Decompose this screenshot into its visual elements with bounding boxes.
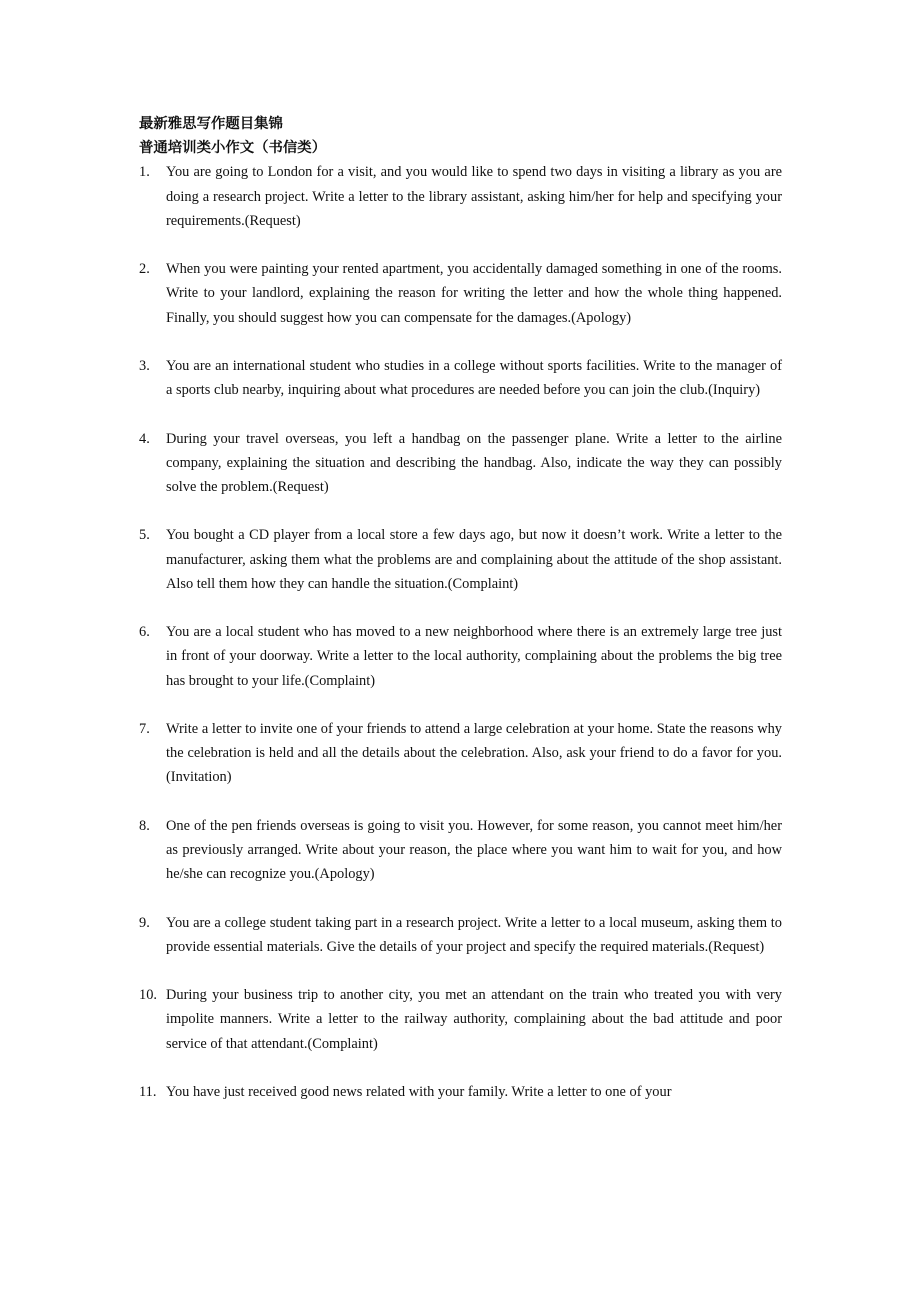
topic-list xyxy=(139,160,782,1104)
topic-item-11 xyxy=(139,1080,782,1104)
topic-item-7 xyxy=(139,717,782,790)
topic-text: You bought a CD player from a local store a few days ago, but now it doesn’t work. Write a letter to the manufacturer, asking them what the problems are and complaining about the attitude of the shop assistant. Also tell them how they can handle the situation.(Complaint) xyxy=(166,527,782,592)
topic-text: When you were painting your rented apartment, you accidentally damaged something in one of the rooms. Write to your landlord, explaining the reason for writing the letter and how the whole thing happened. Finally, you should suggest how you can compensate for the damages.(Apology) xyxy=(166,261,782,326)
topic-item-2 xyxy=(139,257,782,330)
topic-text: During your business trip to another city, you met an attendant on the train who treated you with very impolite manners. Write a letter to the railway authority, complaining about the bad attitude and poor service of that attendant.(Complaint) xyxy=(166,987,782,1052)
topic-number: 6. xyxy=(139,624,150,641)
topic-text: You are going to London for a visit, and you would like to spend two days in visiting a library as you are doing a research project. Write a letter to the library assistant, asking him/her for help and specifying your requirements.(Request) xyxy=(166,164,782,229)
topic-item-8 xyxy=(139,814,782,887)
topic-number: 2. xyxy=(139,261,150,278)
document-title: 最新雅思写作题目集锦 xyxy=(139,116,283,132)
topic-number: 7. xyxy=(139,720,150,737)
topic-number: 11. xyxy=(139,1083,157,1100)
topic-text: You are an international student who studies in a college without sports facilities. Write to the manager of a sports club nearby, inquiring about what procedures are needed before you can join the club.(Inquiry) xyxy=(166,358,782,399)
topic-item-5 xyxy=(139,523,782,596)
topic-item-6 xyxy=(139,620,782,693)
topic-number: 1. xyxy=(139,164,150,181)
topic-text: One of the pen friends overseas is going to visit you. However, for some reason, you cannot meet him/her as previously arranged. Write about your reason, the place where you want him to wait for you, and how he/she can recognize you.(Apology) xyxy=(166,817,782,883)
topic-text: You are a local student who has moved to a new neighborhood where there is an extremely large tree just in front of your doorway. Write a letter to the local authority, complaining about the problems the big tree has brought to your life.(Complaint) xyxy=(166,624,782,689)
topic-text: During your travel overseas, you left a handbag on the passenger plane. Write a letter to the airline company, explaining the situation and describing the handbag. Also, indicate the way they can possibly solve the problem.(Request) xyxy=(166,430,782,495)
topic-item-9 xyxy=(139,911,782,959)
topic-item-4 xyxy=(139,427,782,500)
topic-number: 10. xyxy=(139,987,157,1004)
document-content xyxy=(139,112,782,1128)
topic-number: 3. xyxy=(139,358,150,374)
topic-number: 4. xyxy=(139,430,150,447)
topic-number: 8. xyxy=(139,817,150,834)
topic-text: You have just received good news related with your family. Write a letter to one of your xyxy=(166,1083,672,1100)
topic-text: Write a letter to invite one of your friends to attend a large celebration at your home. State the reasons why the celebration is held and all the details about the celebration. Also, ask your friend to do a favor for you.(Invitation) xyxy=(166,720,782,786)
topic-item-3 xyxy=(139,354,782,402)
section-heading: 普通培训类小作文（书信类） xyxy=(139,140,327,157)
topic-number: 5. xyxy=(139,527,150,544)
topic-number: 9. xyxy=(139,914,150,931)
topic-text: You are a college student taking part in a research project. Write a letter to a local museum, asking them to provide essential materials. Give the details of your project and specify the required materials.(Request) xyxy=(166,914,782,955)
topic-item-10 xyxy=(139,983,782,1056)
topic-item-1 xyxy=(139,160,782,233)
